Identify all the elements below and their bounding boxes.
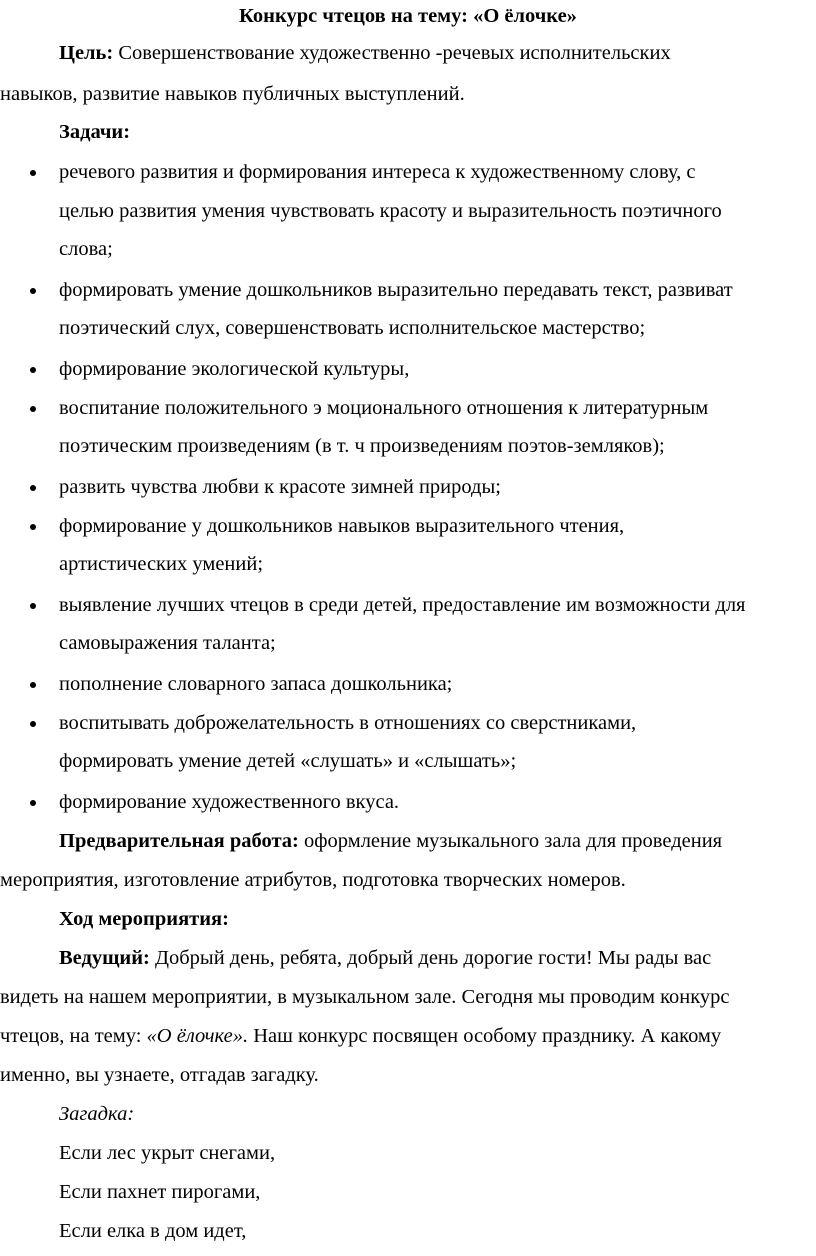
host-text-3-pre: чтецов, на тему: <box>0 1025 147 1047</box>
document-title: Конкурс чтецов на тему: «О ёлочке» <box>239 5 577 27</box>
task-item-4-line-2: поэтическим произведениям (в т. ч произведениям поэтов-земляков); <box>59 435 665 457</box>
host-line-3 <box>0 1022 721 1050</box>
prep-line-1 <box>59 827 722 855</box>
task-item-9-line-2: формировать умение детей «слушать» и «слышать»; <box>59 750 517 772</box>
bullet-icon <box>30 800 36 806</box>
bullet-icon <box>30 170 36 176</box>
bullet-icon <box>30 288 36 294</box>
task-item-2-line-1: формировать умение дошкольников выразительно передавать текст, развиват <box>59 279 733 301</box>
task-item-5-line-1: развить чувства любви к красоте зимней природы; <box>59 476 501 498</box>
task-item-7-line-2: самовыражения таланта; <box>59 632 276 654</box>
task-item-4-line-1: воспитание положительного э моционального отношения к литературным <box>59 397 709 419</box>
goal-line-2: навыков, развитие навыков публичных выступлений. <box>0 83 465 105</box>
task-item-9-line-1: воспитывать доброжелательность в отношениях со сверстниками, <box>59 712 637 734</box>
task-item-6-line-1: формирование у дошкольников навыков выразительного чтения, <box>59 515 625 537</box>
bullet-icon <box>30 721 36 727</box>
task-item-1-line-1: речевого развития и формирования интереса к художественному слову, с <box>59 161 696 183</box>
course-heading: Ход мероприятия: <box>59 908 229 930</box>
tasks-heading: Задачи: <box>59 121 131 143</box>
contest-theme: «О ёлочке». <box>146 1025 249 1047</box>
prep-line-2: мероприятия, изготовление атрибутов, подготовка творческих номеров. <box>0 869 626 891</box>
task-item-6-line-2: артистических умений; <box>59 553 264 575</box>
host-line-2: видеть на нашем мероприятии, в музыкальном зале. Сегодня мы проводим конкурс <box>0 986 730 1008</box>
riddle-line-1: Если лес укрыт снегами, <box>59 1142 276 1164</box>
host-text-3-post: Наш конкурс посвящен особому празднику. А какому <box>248 1025 722 1047</box>
task-item-2-line-2: поэтический слух, совершенствовать исполнительское мастерство; <box>59 317 646 339</box>
goal-text-1: Совершенствование художественно -речевых исполнительских <box>113 42 671 64</box>
host-label: Ведущий: <box>59 947 150 969</box>
bullet-icon <box>30 682 36 688</box>
bullet-icon <box>30 406 36 412</box>
goal-label: Цель: <box>59 42 114 64</box>
task-item-10-line-1: формирование художественного вкуса. <box>59 791 400 813</box>
task-item-3-line-1: формирование экологической культуры, <box>59 358 410 380</box>
bullet-icon <box>30 524 36 530</box>
riddle-line-3: Если елка в дом идет, <box>59 1220 247 1242</box>
bullet-icon <box>30 367 36 373</box>
host-line-1 <box>59 944 711 972</box>
task-item-1-line-3: слова; <box>59 238 113 260</box>
bullet-icon <box>30 603 36 609</box>
host-line-4: именно, вы узнаете, отгадав загадку. <box>0 1064 319 1086</box>
host-text-1: Добрый день, ребята, добрый день дорогие гости! Мы рады вас <box>149 947 712 969</box>
prep-text-1: оформление музыкального зала для проведения <box>298 830 723 852</box>
prep-label: Предварительная работа: <box>59 830 299 852</box>
task-item-8-line-1: пополнение словарного запаса дошкольника; <box>59 673 453 695</box>
goal-line-1 <box>59 39 671 67</box>
bullet-icon <box>30 485 36 491</box>
riddle-label: Загадка: <box>59 1103 135 1125</box>
task-item-7-line-1: выявление лучших чтецов в среди детей, предоставление им возможности для <box>59 594 746 616</box>
riddle-line-2: Если пахнет пирогами, <box>59 1181 261 1203</box>
task-item-1-line-2: целью развития умения чувствовать красоту и выразительность поэтичного <box>59 200 722 222</box>
